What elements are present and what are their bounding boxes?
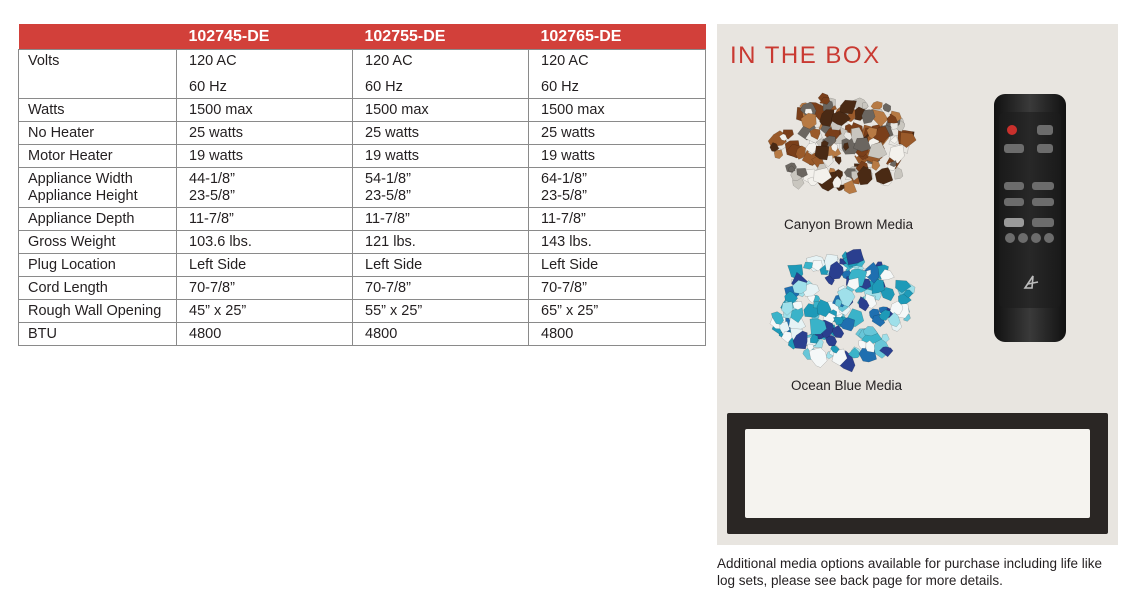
spec-value-text: 23-5/8” [541, 188, 587, 204]
spec-value-text: 25 watts [541, 125, 595, 141]
spec-value [529, 50, 706, 99]
spec-row [19, 99, 706, 122]
spec-value [529, 254, 706, 277]
spec-value [353, 300, 529, 323]
spec-value [529, 122, 706, 145]
spec-value-text: 19 watts [541, 148, 595, 164]
spec-value [353, 145, 529, 168]
spec-row [19, 122, 706, 145]
canyon-brown-media-image [763, 86, 923, 204]
spec-row [19, 323, 706, 346]
spec-value [177, 231, 353, 254]
spec-label [19, 231, 177, 254]
spec-label [19, 300, 177, 323]
spec-row [19, 277, 706, 300]
glass-chip [862, 102, 868, 109]
glass-chip [872, 160, 880, 170]
spec-value [353, 168, 529, 208]
spec-value-text: 25 watts [189, 125, 243, 141]
spec-value-text: 120 AC [189, 53, 237, 69]
spec-value-text: Left Side [541, 257, 599, 273]
spec-value-text: 19 watts [189, 148, 243, 164]
spec-value-text: Left Side [365, 257, 423, 273]
spec-label-text: Gross Weight [28, 234, 116, 250]
spec-value [529, 208, 706, 231]
spec-value [177, 168, 353, 208]
spec-row [19, 300, 706, 323]
glass-chip [862, 110, 875, 124]
spec-label-text: BTU [28, 326, 57, 342]
additional-media-note: Additional media options available for purchase including life like log sets, please see back page for more details. [717, 556, 1102, 588]
model-header: 102765-DE [529, 24, 706, 50]
spec-value [529, 300, 706, 323]
spec-value [529, 145, 706, 168]
spec-value-text: 120 AC [541, 53, 589, 69]
spec-label [19, 277, 177, 300]
in-the-box-panel [717, 24, 1118, 545]
in-the-box-title: IN THE BOX [730, 42, 881, 69]
spec-value-text: Left Side [189, 257, 247, 273]
spec-value [529, 99, 706, 122]
spec-value-text: 55” x 25” [365, 303, 423, 319]
spec-value [353, 231, 529, 254]
spec-value-text: 64-1/8” [541, 171, 587, 187]
spec-value [353, 323, 529, 346]
spec-label [19, 254, 177, 277]
spec-value-text: 70-7/8” [541, 280, 587, 296]
spec-row [19, 145, 706, 168]
spec-value-text: 4800 [365, 326, 398, 342]
trim-frame-opening [745, 429, 1090, 518]
spec-value [177, 122, 353, 145]
spec-value [529, 231, 706, 254]
spec-value [353, 50, 529, 99]
glass-chip [774, 150, 783, 159]
spec-label-text: Motor Heater [28, 148, 113, 164]
spec-value [177, 277, 353, 300]
spec-value [353, 277, 529, 300]
spec-value-text: 120 AC [365, 53, 413, 69]
ocean-blue-media-image [763, 246, 923, 374]
spec-value [177, 323, 353, 346]
spec-value [353, 208, 529, 231]
spec-label [19, 122, 177, 145]
spec-value [529, 277, 706, 300]
header-corner [19, 24, 177, 50]
glass-chip [833, 317, 843, 325]
spec-value [177, 99, 353, 122]
media-caption: Canyon Brown Media [784, 217, 914, 232]
spec-value-text: 19 watts [365, 148, 419, 164]
glass-chip [834, 156, 841, 164]
spec-value [177, 300, 353, 323]
spec-label-text: Appliance Height [28, 188, 138, 204]
spec-label-text: Volts [28, 53, 60, 69]
spec-value [529, 323, 706, 346]
spec-value-text: 60 Hz [189, 79, 227, 95]
spec-row [19, 50, 706, 99]
spec-row [19, 168, 706, 208]
spec-label-text: Appliance Depth [28, 211, 135, 227]
spec-label-text: Rough Wall Opening [28, 303, 162, 319]
spec-label-text: Appliance Width [28, 171, 133, 187]
spec-value [353, 122, 529, 145]
spec-label [19, 208, 177, 231]
spec-label [19, 168, 177, 208]
spec-value-text: 11-7/8” [541, 211, 586, 227]
spec-label-text: No Heater [28, 125, 95, 141]
spec-value-text: 4800 [541, 326, 574, 342]
spec-value [177, 208, 353, 231]
spec-value-text: 143 lbs. [541, 234, 592, 250]
spec-label-text: Plug Location [28, 257, 116, 273]
glass-chip [809, 348, 827, 368]
spec-value [177, 145, 353, 168]
spec-value-text: 70-7/8” [365, 280, 411, 296]
spec-value-text: 1500 max [365, 102, 429, 118]
spec-value-text: 1500 max [541, 102, 605, 118]
spec-value-text: 1500 max [189, 102, 253, 118]
spec-value-text: 11-7/8” [365, 211, 410, 227]
spec-label-text: Cord Length [28, 280, 108, 296]
specifications-table [18, 24, 706, 346]
spec-value [529, 168, 706, 208]
spec-value-text: 44-1/8” [189, 171, 235, 187]
spec-row [19, 231, 706, 254]
glass-chip [883, 103, 891, 112]
spec-value [353, 254, 529, 277]
spec-value-text: 54-1/8” [365, 171, 411, 187]
model-header: 102755-DE [353, 24, 529, 50]
spec-value-text: 121 lbs. [365, 234, 416, 250]
header-row [19, 24, 706, 50]
spec-label [19, 99, 177, 122]
spec-label [19, 145, 177, 168]
spec-value-text: 25 watts [365, 125, 419, 141]
spec-value [177, 50, 353, 99]
spec-label-text: Watts [28, 102, 65, 118]
trim-frame-icon [727, 413, 1108, 534]
spec-value-text: 70-7/8” [189, 280, 235, 296]
spec-value-text: 11-7/8” [189, 211, 234, 227]
spec-value-text: 23-5/8” [189, 188, 235, 204]
spec-value [177, 254, 353, 277]
media-caption: Ocean Blue Media [791, 378, 903, 393]
spec-value [353, 99, 529, 122]
model-header: 102745-DE [177, 24, 353, 50]
spec-row [19, 208, 706, 231]
remote-control-icon [992, 92, 1068, 344]
spec-value-text: 45” x 25” [189, 303, 247, 319]
spec-value-text: 23-5/8” [365, 188, 411, 204]
spec-value-text: 60 Hz [365, 79, 403, 95]
spec-value-text: 103.6 lbs. [189, 234, 252, 250]
spec-value-text: 4800 [189, 326, 222, 342]
spec-row [19, 254, 706, 277]
spec-label [19, 323, 177, 346]
spec-value-text: 60 Hz [541, 79, 579, 95]
spec-label [19, 50, 177, 99]
spec-value-text: 65” x 25” [541, 303, 599, 319]
